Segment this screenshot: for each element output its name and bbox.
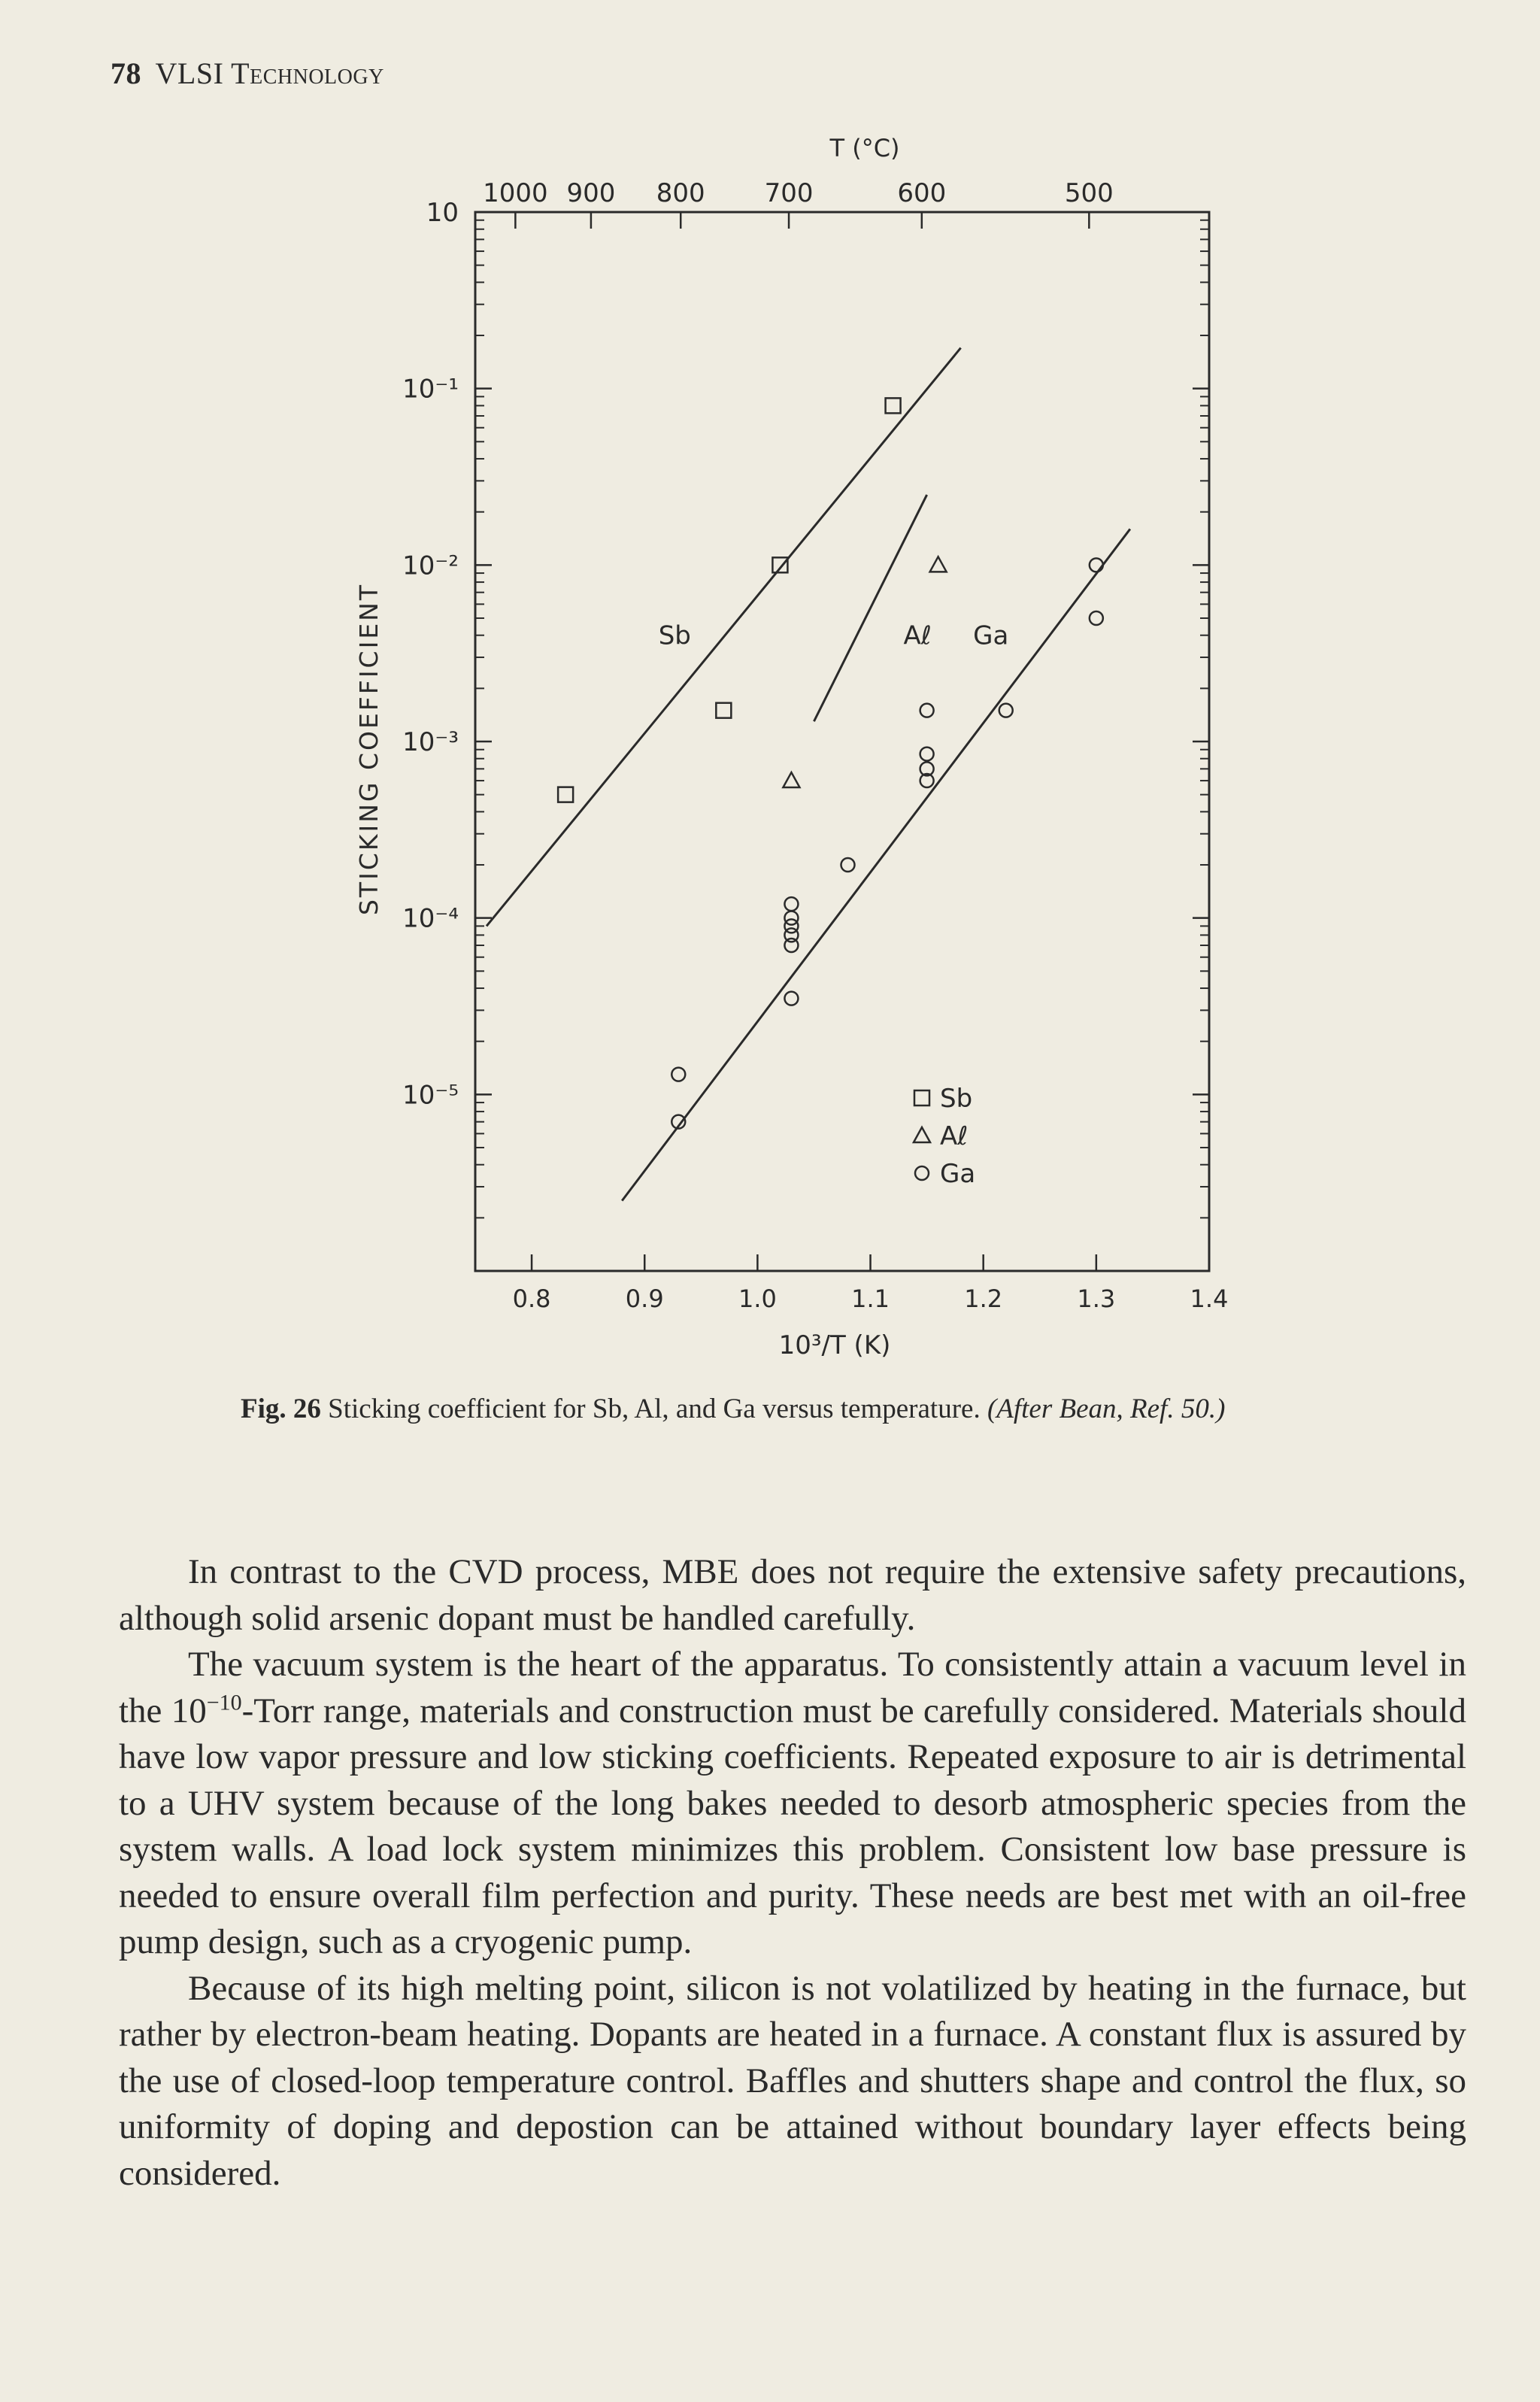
x-tick-label: 1.0 (738, 1284, 777, 1313)
data-point-square (886, 398, 901, 413)
data-point-square (772, 557, 787, 572)
data-point-circle (920, 748, 934, 761)
running-head-title: VLSI Technology (155, 56, 384, 90)
data-point-circle (1090, 611, 1103, 625)
caption-text: Sticking coefficient for Sb, Al, and Ga versus temperature. (328, 1394, 981, 1424)
top-tick-label: 800 (656, 178, 705, 208)
x-axis-label: 10³/T (K) (778, 1330, 891, 1360)
data-point-circle (784, 919, 798, 933)
top-tick-label: 500 (1064, 178, 1114, 208)
fit-label: Ga (973, 620, 1009, 651)
x-tick-label: 1.2 (964, 1284, 1003, 1313)
legend-label: Sb (940, 1084, 973, 1114)
data-point-circle (841, 858, 855, 872)
y-tick-label: 10⁻¹ (402, 374, 459, 405)
paragraph-3: Because of its high melting point, silicon is not volatilized by heating in the furnace, but rather by electron-beam heating. Dopants are heated in a furnace. A constant flux is assured by the use of closed-loop temperature control. Baffles and shutters shape and control the flux, so uniformity of doping and depostion can be attained without boundary layer effects being considered. (119, 1968, 1466, 2193)
y-axis-label: STICKING COEFFICIENT (354, 582, 383, 916)
page-number: 78 (111, 56, 141, 90)
top-tick-label: 600 (897, 178, 947, 208)
x-tick-label: 0.8 (512, 1284, 551, 1313)
y-tick-label: 10⁻² (402, 550, 459, 581)
y-tick-label: 10⁻⁵ (402, 1080, 459, 1111)
x-tick-label: 1.4 (1190, 1284, 1229, 1313)
legend-label: Ga (940, 1159, 976, 1189)
data-point-triangle (783, 772, 799, 787)
paragraph-2-start: The vacuum system is the heart of the apparatus. To consistently attain a vacuum level in the 10 (119, 1645, 1466, 1730)
x-tick-label: 1.1 (851, 1284, 890, 1313)
fit-label: Sb (658, 620, 691, 651)
data-point-triangle (930, 557, 947, 572)
fit-line-ga (622, 529, 1130, 1200)
fit-line-sb (487, 348, 961, 927)
figure-caption (241, 1393, 1369, 1425)
data-point-square (558, 787, 573, 802)
figure-label: Fig. 26 (241, 1394, 321, 1424)
fit-label: Aℓ (903, 620, 932, 651)
legend-marker-circle (915, 1166, 929, 1180)
top-tick-label: 900 (566, 178, 616, 208)
x-tick-label: 1.3 (1077, 1284, 1116, 1313)
caption-source: (After Bean, Ref. 50.) (987, 1394, 1226, 1424)
paragraph-1: In contrast to the CVD process, MBE does not require the extensive safety precautions, although solid arsenic dopant must be handled carefully. (119, 1552, 1466, 1638)
body-text (119, 1549, 1466, 2197)
top-axis-label: T (°C) (829, 134, 900, 162)
data-point-circle (784, 897, 798, 911)
data-point-circle (999, 704, 1013, 717)
x-tick-label: 0.9 (625, 1284, 664, 1313)
fit-line-aℓ (814, 495, 926, 721)
top-tick-label: 1000 (483, 178, 548, 208)
data-point-circle (1090, 558, 1103, 572)
legend-marker-square (914, 1090, 929, 1105)
y-tick-label: 10 (426, 198, 459, 228)
plot-frame (475, 212, 1209, 1271)
paragraph-2-end: -Torr range, materials and construction must be carefully considered. Materials should have low vapor pressure and low sticking coefficients. Repeated exposure to air is detrimental to a UHV system because of the long bakes needed to desorb atmospheric species from the system walls. A load lock system minimizes this problem. Consistent low base pressure is needed to ensure overall film perfection and purity. These needs are best met with an oil-free pump design, such as a cryogenic pump. (119, 1691, 1466, 1961)
data-point-circle (784, 992, 798, 1005)
y-tick-label: 10⁻³ (402, 727, 459, 757)
legend-label: Aℓ (940, 1121, 969, 1151)
data-point-circle (784, 911, 798, 925)
data-point-circle (671, 1068, 685, 1081)
data-point-square (716, 703, 731, 718)
y-tick-label: 10⁻⁴ (402, 903, 459, 934)
top-tick-label: 700 (764, 178, 814, 208)
paragraph-2 (119, 1642, 1466, 1966)
legend-marker-triangle (914, 1127, 930, 1142)
data-point-circle (920, 704, 934, 717)
exponent: −10 (206, 1689, 242, 1715)
